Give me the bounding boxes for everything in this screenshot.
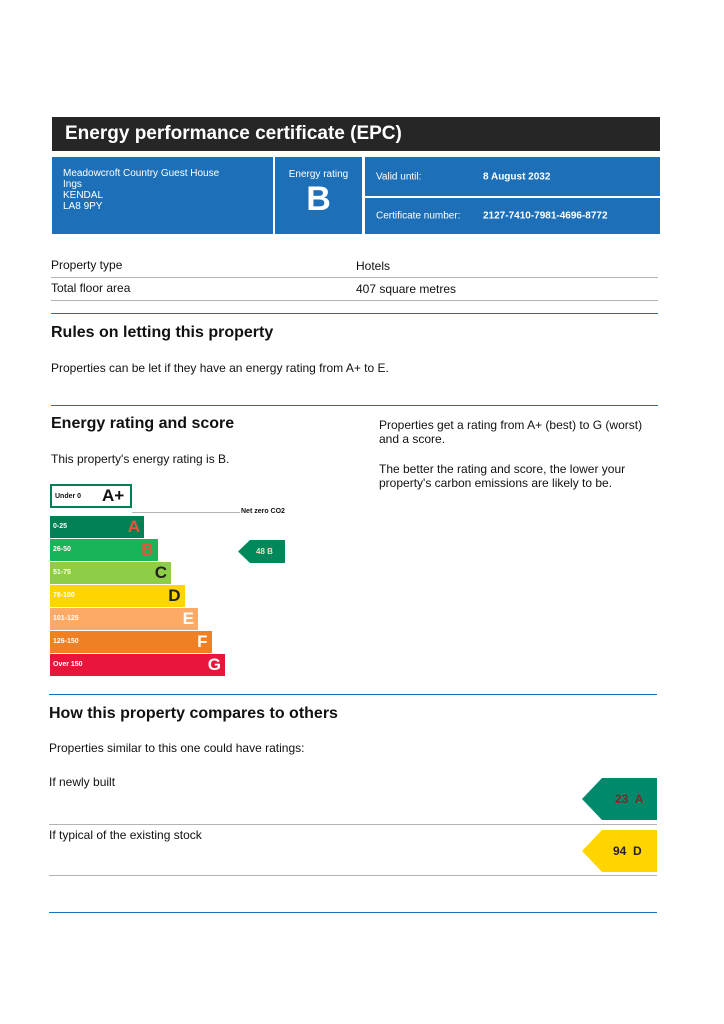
band-range: 126-150 — [53, 638, 79, 645]
address-line: LA8 9PY — [63, 201, 103, 212]
valid-until-box — [365, 157, 660, 196]
band-letter: G — [207, 655, 221, 674]
newly-built-label: If newly built — [49, 775, 116, 789]
property-type-label: Property type — [51, 258, 123, 272]
band-range: 0-25 — [53, 523, 68, 530]
rating-explanation: Properties get a rating from A+ (best) to G (worst) and a score. — [379, 418, 643, 446]
divider — [51, 277, 658, 278]
existing-stock-label: If typical of the existing stock — [49, 828, 202, 842]
energy-rating-label: Energy rating — [288, 169, 349, 180]
band-d — [50, 585, 185, 607]
energy-heading: Energy rating and score — [51, 415, 235, 432]
address-line: KENDAL — [63, 190, 104, 201]
existing-stock-rating — [582, 830, 657, 872]
letting-text: Properties can be let if they have an energy rating from A+ to E. — [51, 361, 389, 375]
existing-stock-score: 94 D — [613, 844, 642, 858]
current-rating-marker — [238, 540, 285, 563]
band-range: 101-125 — [53, 615, 79, 622]
energy-rating-text: This property's energy rating is B. — [51, 452, 230, 466]
band-letter: D — [168, 586, 181, 605]
band-range: 26-50 — [53, 546, 71, 553]
certificate-number-value: 2127-7410-7981-4696-8772 — [483, 210, 608, 222]
address-line: Meadowcroft Country Guest House — [63, 168, 220, 179]
page-title: Energy performance certificate (EPC) — [52, 117, 660, 151]
compare-intro: Properties similar to this one could have ratings: — [49, 741, 305, 755]
newly-built-rating — [582, 778, 657, 820]
letting-heading: Rules on letting this property — [51, 324, 274, 341]
divider — [49, 824, 657, 825]
section-divider — [49, 694, 657, 695]
energy-rating-box — [275, 157, 362, 234]
certificate-number-label: Certificate number: — [376, 210, 461, 222]
floor-area-label: Total floor area — [51, 281, 131, 295]
net-zero-line — [132, 512, 240, 513]
band-a — [50, 516, 144, 538]
floor-area-value: 407 square metres — [356, 282, 457, 296]
band-letter: B — [141, 540, 154, 559]
certificate-number-box — [365, 198, 660, 234]
rating-explanation-2: The better the rating and score, the lower your property's carbon emissions are likely to be. — [379, 462, 626, 490]
band-f — [50, 631, 212, 653]
band-b — [50, 539, 158, 561]
band-letter: F — [197, 632, 208, 651]
band-letter: C — [154, 563, 167, 582]
band-range: 76-100 — [53, 592, 75, 599]
band-letter: A+ — [102, 486, 125, 505]
band-g — [50, 654, 225, 676]
valid-until-label: Valid until: — [376, 171, 422, 182]
band-e — [50, 608, 198, 630]
energy-rating-letter: B — [306, 180, 331, 218]
section-divider — [51, 313, 658, 314]
band-range: Under 0 — [55, 493, 82, 500]
newly-built-score: 23 A — [615, 792, 644, 806]
current-rating-label: 48 B — [256, 547, 273, 556]
section-divider — [49, 912, 657, 913]
band-c — [50, 562, 171, 584]
divider — [49, 875, 657, 876]
net-zero-label: Net zero CO2 — [241, 508, 285, 515]
band-letter: E — [182, 609, 194, 628]
section-divider — [51, 405, 658, 406]
address-line: Ings — [63, 179, 82, 190]
address-box — [52, 157, 273, 234]
band-aplus — [50, 484, 132, 508]
band-range: Over 150 — [53, 661, 83, 668]
band-letter: A — [127, 517, 140, 536]
compare-heading: How this property compares to others — [49, 705, 338, 722]
valid-until-value: 8 August 2032 — [483, 171, 551, 182]
band-range: 51-75 — [53, 569, 71, 576]
property-type-value: Hotels — [356, 259, 391, 273]
divider — [51, 300, 658, 301]
